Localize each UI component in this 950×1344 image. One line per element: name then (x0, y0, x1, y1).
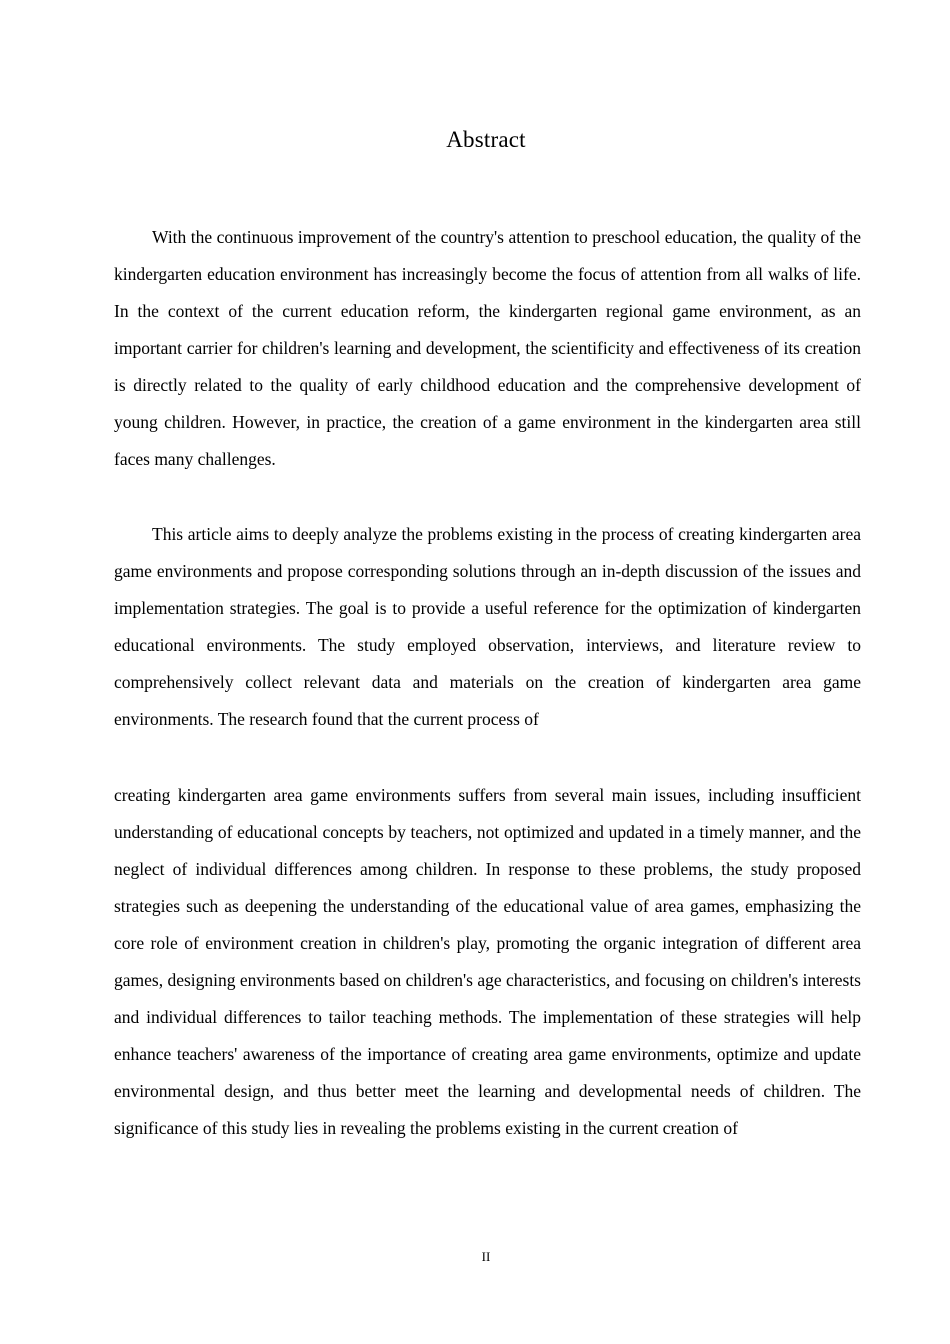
abstract-paragraph-1: With the continuous improvement of the country's attention to preschool education, the quality of the kindergarten education environment has increasingly become the focus of attention from all walks of life. In the context of the current education reform, the kindergarten regional game environment, as an important carrier for children's learning and development, the scientificity and effectiveness of its creation is directly related to the quality of early childhood education and the comprehensive development of young children. However, in practice, the creation of a game environment in the kindergarten area still faces many challenges. (114, 227, 861, 469)
page-number: II (481, 1249, 491, 1264)
abstract-paragraph-2: This article aims to deeply analyze the problems existing in the process of creating kindergarten area game environments and propose corresponding solutions through an in-depth discussion of the issues and implementation strategies. The goal is to provide a useful reference for the optimization of kindergarten educational environments. The study employed observation, interviews, and literature review to comprehensively collect relevant data and materials on the creation of kindergarten area game environments. The research found that the current process of (114, 524, 861, 729)
page-title: Abstract (446, 127, 526, 152)
abstract-paragraph-3: creating kindergarten area game environments suffers from several main issues, including insufficient understanding of educational concepts by teachers, not optimized and updated in a timely manner, and the neglect of individual differences among children. In response to these problems, the study proposed strategies such as deepening the understanding of the educational value of area games, emphasizing the core role of environment creation in children's play, promoting the organic integration of different area games, designing environments based on children's age characteristics, and focusing on children's interests and individual differences to tailor teaching methods. The implementation of these strategies will help enhance teachers' awareness of the importance of creating area game environments, optimize and update environmental design, and thus better meet the learning and developmental needs of children. The significance of this study lies in revealing the problems existing in the current creation of (114, 785, 861, 1138)
